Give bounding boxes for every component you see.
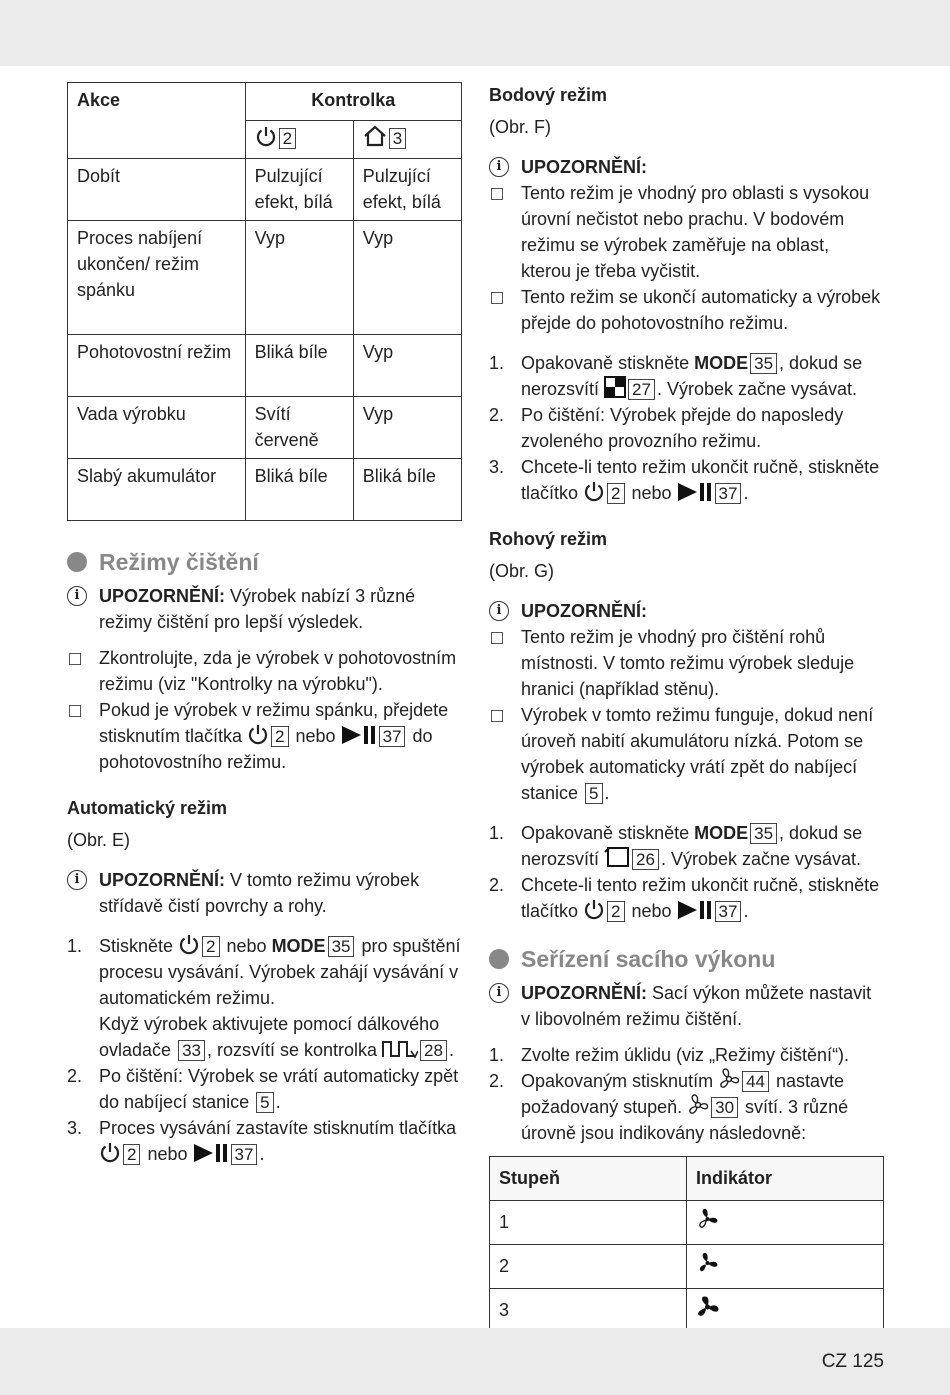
play-pause-icon [193,1143,229,1163]
power-icon [178,933,200,955]
list-item: Tento režim je vhodný pro čištění rohů místnosti. V tomto režimu výrobek sleduje hranici (například stěnu). [489,624,884,702]
table-row: Pohotovostní režim Bliká bíle Vyp [68,335,462,397]
subheading-auto: Automatický režim [67,798,228,818]
table-row: Vada výrobku Svítí červeně Vyp [68,397,462,459]
footer-band [0,1328,950,1395]
subheading-spot: Bodový režim [489,85,608,105]
list-item: 3. Chcete-li tento režim ukončit ručně, stiskněte tlačítko 2 nebo 37 . [489,457,880,503]
figure-ref: (Obr. F) [489,117,551,137]
play-pause-icon [677,900,713,920]
page-number: CZ 125 [821,1351,884,1372]
home-icon [363,125,387,147]
fan-icon [696,1208,720,1230]
note-spot: i UPOZORNĚNÍ: [489,154,884,180]
info-icon: i [67,586,87,606]
figure-ref: (Obr. E) [67,830,131,850]
section-heading-suction: Seřízení sacího výkonu [489,944,884,974]
power-icon [255,125,277,147]
sub-home: 3 [353,121,461,159]
list-item: 1. Opakovaně stiskněte MODE 35 , dokud se nerozsvítí 26 . Výrobek začne vysávat. [489,823,863,869]
list-item: 2. Opakovaným stisknutím 44 nastavte požadovaný stupeň. 30 svítí. 3 různé úrovně jsou indikovány následovně: [489,1068,884,1146]
power-icon [247,723,269,745]
left-column [67,82,462,1167]
list-item: 2. Po čištění: Výrobek přejde do naposledy zvoleného provozního režimu. [489,405,844,451]
zigzag-icon [382,1039,418,1059]
list-item: 1. Zvolte režim úklidu (viz „Režimy čištění“). [489,1045,850,1065]
play-pause-icon [341,725,377,745]
info-icon: i [489,157,509,177]
power-icon [583,898,605,920]
sub-power: 2 [245,121,353,159]
power-icon [583,480,605,502]
table-row: 1 [490,1201,884,1245]
table-row: 2 [490,1245,884,1289]
fan-icon [718,1068,740,1090]
note-auto: i UPOZORNĚNÍ: V tomto režimu výrobek střídavě čistí povrchy a rohy. [67,867,462,919]
section-heading-modes: Režimy čištění [67,547,462,577]
list-item: Tento režim se ukončí automaticky a výrobek přejde do pohotovostního režimu. [489,284,884,336]
right-column [489,82,884,1333]
list-item: Tento režim je vhodný pro oblasti s vysokou úrovní nečistot nebo prachu. V bodovém režimu se výrobek zaměřuje na oblast, kterou je třeba vyčistit. [489,180,884,284]
power-icon [99,1141,121,1163]
fan-icon [687,1094,709,1116]
indicator-table [67,82,462,521]
corner-icon [604,846,630,868]
info-icon: i [67,870,87,890]
note-suction: i UPOZORNĚNÍ: Sací výkon můžete nastavit v libovolném režimu čištění. [489,980,884,1032]
list-item: 1. Opakovaně stiskněte MODE 35 , dokud se nerozsvítí 27 . Výrobek začne vysávat. [489,353,863,399]
table-row: 3 [490,1289,884,1333]
fan-icon [696,1296,720,1318]
play-pause-icon [677,482,713,502]
info-icon: i [489,601,509,621]
list-item: 1. Stiskněte 2 nebo MODE 35 pro spuštění procesu vysávání. Výrobek zahájí vysávání v automatickém režimu. Když výrobek aktivujete pomocí dálkového ovladače 33 , rozsvítí se kontrolka 28 . [67,933,462,1063]
subheading-corner: Rohový režim [489,529,608,549]
col-action: Akce [68,83,246,159]
fan-icon [696,1252,720,1274]
list-item: Pokud je výrobek v režimu spánku, přejdete stisknutím tlačítka 2 nebo 37 do pohotovostního režimu. [67,697,462,775]
list-item: 3. Proces vysávání zastavíte stisknutím tlačítka 2 nebo 37 . [67,1118,457,1164]
spot-icon [604,376,626,398]
list-item: 2. Chcete-li tento režim ukončit ručně, stiskněte tlačítko 2 nebo 37 . [489,875,880,921]
list-item: 2. Po čištění: Výrobek se vrátí automaticky zpět do nabíjecí stanice 5 . [67,1066,459,1112]
header-band [0,0,950,66]
table-row: Proces nabíjení ukončen/ režim spánku Vyp Vyp [68,221,462,335]
figure-ref: (Obr. G) [489,561,555,581]
table-row: Dobít Pulzující efekt, bílá Pulzující efekt, bílá [68,159,462,221]
list-item: Zkontrolujte, zda je výrobek v pohotovostním režimu (viz "Kontrolky na výrobku"). [67,645,462,697]
list-item: Výrobek v tomto režimu funguje, dokud není úroveň nabití akumulátoru nízká. Potom se výrobek automaticky vrátí zpět do nabíjecí stanice 5 . [489,702,884,806]
note-corner: i UPOZORNĚNÍ: [489,598,884,624]
suction-level-table: Stupeň Indikátor 1 2 3 [489,1156,884,1333]
col-indicator: Kontrolka [245,83,461,121]
table-row: Slabý akumulátor Bliká bíle Bliká bíle [68,459,462,521]
info-icon: i [489,983,509,1003]
note-modes: i UPOZORNĚNÍ: Výrobek nabízí 3 různé režimy čištění pro lepší výsledek. [67,583,462,635]
